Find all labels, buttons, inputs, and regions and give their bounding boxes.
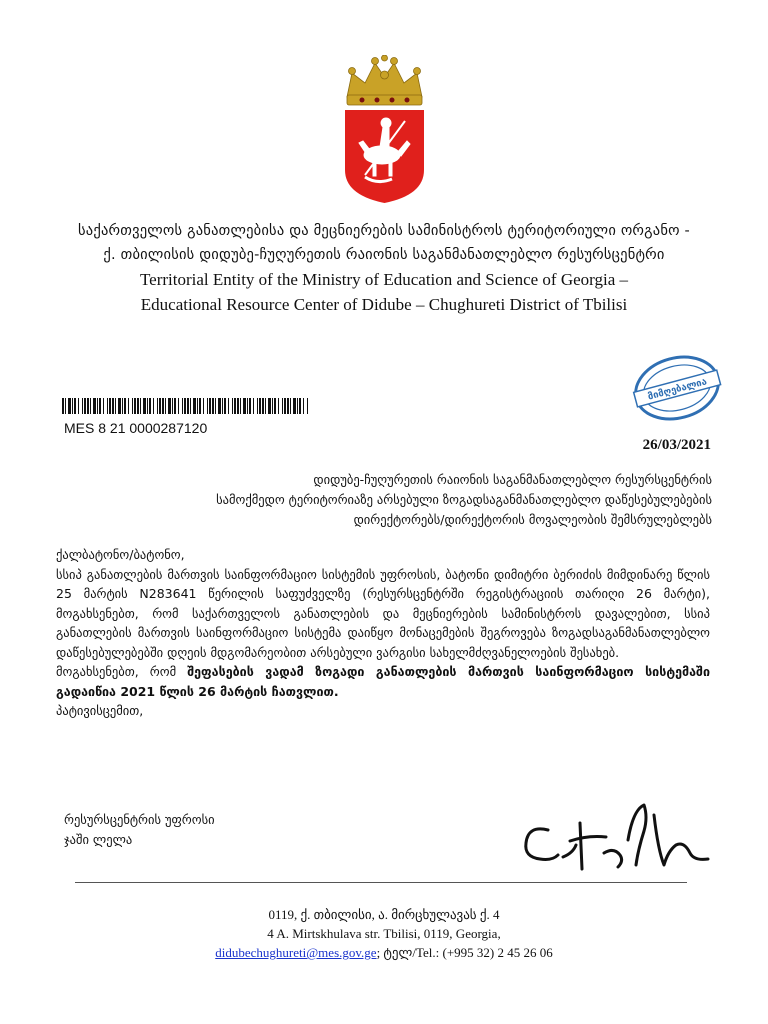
stamp-text: მიმღებალია: [646, 376, 709, 403]
paragraph-2-bold-text: შეფასების ვადამ ზოგადი განათლების მართვის საინფორმაციო სისტემაში გადაიწია 2021 წლის 26 მარტის ჩათვლით.: [56, 664, 710, 699]
paragraph-2-text: მოგახსენებთ, რომ: [56, 664, 188, 679]
signatory-name: ჯაში ლელა: [64, 832, 133, 847]
signatory-title: რესურსცენტრის უფროსი: [64, 812, 215, 827]
signatory-block: [64, 810, 215, 850]
addressee-block: [112, 470, 712, 530]
email-link[interactable]: didubechughureti@mes.gov.ge: [215, 945, 377, 960]
paragraph-1: სსიპ განათლების მართვის საინფორმაციო სისტემის უფროსის, ბატონი დიმიტრი ბერიძის მიმდინარე წლის 25 მარტის N283641 წერილის საფუძველზე (რესურსცენტრში რეგისტრაციის თარიღი 26 მარტი), მოგახსენებთ, რომ საქართველოს განათლების და მეცნიერების სამინისტროს დავალებით, სსიპ განათლების მართვის საინფორმაციო სისტემა დაიწყო მონაცემების შეგროვება ზოგადსაგანმანათლებლო დაწესებულებებში დღეის მდგომარეობით არსებული ვარგისი სახელმძღვანელოების შესახებ.: [56, 566, 710, 660]
footer-address-english: 4 A. Mirtskhulava str. Tbilisi, 0119, Georgia,: [267, 926, 501, 941]
crown-icon: [347, 55, 422, 105]
closing: პატივისცემით,: [56, 703, 144, 718]
addressee-line-3: დირექტორებს/დირექტორის მოვალეობის შემსრულებლებს: [353, 512, 712, 527]
georgia-coat-of-arms-icon: [337, 55, 432, 205]
footer-divider: [75, 882, 687, 883]
letter-body: [56, 545, 710, 721]
header-english-line-1: Territorial Entity of the Ministry of Education and Science of Georgia –: [139, 270, 629, 289]
handwritten-signature-icon: [518, 795, 718, 890]
phone-text: ; ტელ/Tel.: (+995 32) 2 45 26 06: [376, 945, 553, 960]
footer-address-georgian: 0119, ქ. თბილისი, ა. მირცხულავას ქ. 4: [268, 907, 500, 922]
received-stamp-icon: [628, 350, 726, 426]
header-english-line-2: Educational Resource Center of Didube – Chughureti District of Tbilisi: [140, 295, 628, 314]
addressee-line-2: სამოქმედო ტერიტორიაზე არსებული ზოგადსაგანმანათლებლო დაწესებულებების: [216, 492, 712, 507]
barcode-icon: [62, 398, 310, 414]
salutation: ქალბატონო/ბატონო,: [56, 547, 185, 562]
header-georgian-line-1: საქართველოს განათლებისა და მეცნიერების სამინისტროს ტერიტორიული ორგანო -: [78, 223, 690, 239]
header-georgian-line-2: ქ. თბილისის დიდუბე-ჩუღურეთის რაიონის საგანმანათლებლო რესურსცენტრი: [103, 247, 665, 263]
registration-number: MES 8 21 0000287120: [64, 420, 208, 436]
document-date: 26/03/2021: [642, 437, 711, 453]
addressee-line-1: დიდუბე-ჩუღურეთის რაიონის საგანმანათლებლო რესურსცენტრის: [313, 472, 712, 487]
footer-contact: [150, 945, 618, 961]
paragraph-2: [56, 662, 710, 701]
